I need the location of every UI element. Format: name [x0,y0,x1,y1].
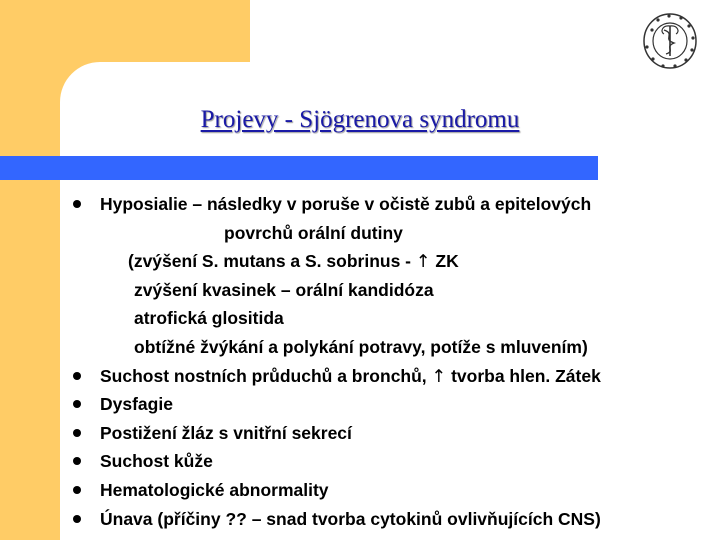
bullet-icon [73,457,81,465]
bullet-icon [73,400,81,408]
item-text: (zvýšení S. mutans a S. sobrinus - ↑ ZK [128,251,459,273]
bullet-icon [73,200,81,208]
item-text: zvýšení kvasinek – orální kandidóza [134,279,434,300]
list-item [73,190,713,219]
item-text: povrchů orální dutiny [224,222,403,243]
item-text: Suchost nostních průduchů a bronchů, ↑ tvorba hlen. Zátek [100,365,601,387]
list-item [73,362,713,391]
item-text: obtížné žvýkání a polykání potravy, potíže s mluvením) [134,336,588,357]
item-text: Dysfagie [100,394,173,415]
list-item-continuation [73,219,713,248]
up-arrow-icon: ↑ [415,252,431,273]
item-text: atrofická glositida [134,308,284,329]
item-text: Hyposialie – následky v poruše v očistě zubů a epitelových [100,194,592,214]
item-text: Hematologické abnormality [100,479,329,500]
bullet-icon [73,515,81,523]
item-text: Únava (příčiny ?? – snad tvorba cytokinů ovlivňujících CNS) [100,508,601,529]
list-item [73,505,713,534]
decorative-blue-bar [0,156,598,180]
society-seal-logo [642,12,698,70]
bullet-icon [73,372,81,380]
list-item [73,447,713,476]
bullet-icon [73,486,81,494]
item-text: Suchost kůže [100,451,213,472]
list-item [73,419,713,448]
bullet-icon [73,429,81,437]
up-arrow-icon: ↑ [431,366,447,387]
item-text: Postižení žláz s vnitřní sekrecí [100,422,352,443]
list-item [73,476,713,505]
list-item-continuation [73,247,713,276]
list-item-continuation [73,304,713,333]
list-item [73,390,713,419]
list-item-continuation [73,276,713,305]
bullet-list [73,190,713,533]
list-item-continuation [73,333,713,362]
slide-title: Projevy - Sjögrenova syndromu [200,106,520,133]
